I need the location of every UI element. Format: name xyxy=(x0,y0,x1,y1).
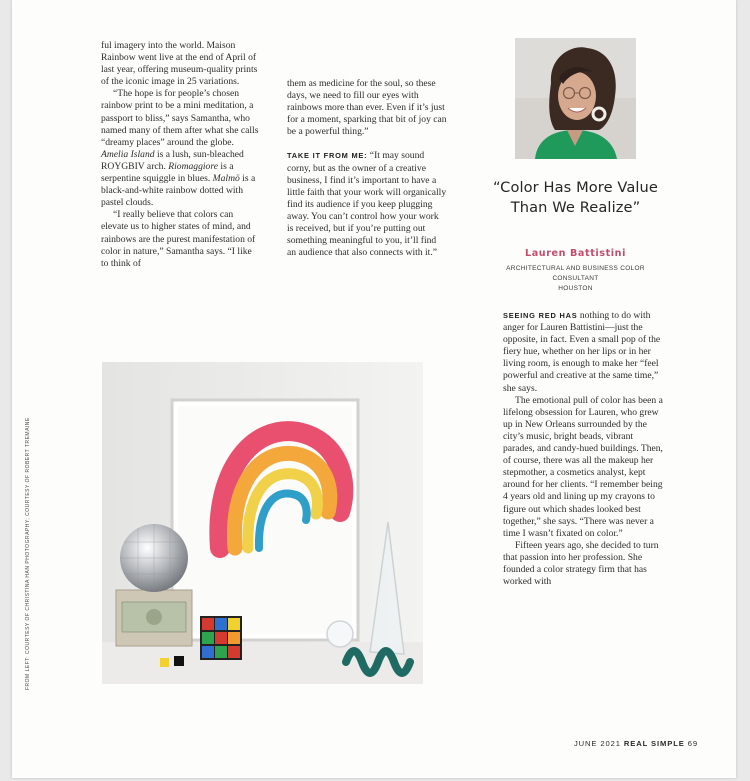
paragraph xyxy=(503,395,664,540)
folio-page-number: 69 xyxy=(687,739,698,748)
article-column-middle xyxy=(287,78,447,259)
byline-title: ARCHITECTURAL AND BUSINESS COLOR CONSULTANT xyxy=(506,265,645,282)
lead-in: SEEING RED HAS xyxy=(503,311,578,320)
text-run: “The hope is for people’s chosen rainbow print to be a mini meditation, a passport to bliss,” says Samantha, who named many of them after what she calls “dreamy places” around the globe. xyxy=(101,88,259,148)
text-run: “It may sound corny, but as the owner of a creative business, I find it’s important to have a little faith that your work will organically find its audience if you keep plugging away. You can’t control how your work is received, but if you’re putting out something meaningful to you, it’ll find an audience that also connects with it.” xyxy=(287,150,447,259)
article-column-left xyxy=(101,40,261,270)
paragraph xyxy=(101,40,261,88)
byline-name: Lauren Battistini xyxy=(525,248,626,259)
page-folio xyxy=(568,739,698,748)
photo-credit: FROM LEFT: COURTESY OF CHRISTINA HAN PHOTOGRAPHY; COURTESY OF ROBERT TREMAINE xyxy=(25,417,31,690)
paragraph xyxy=(503,310,664,395)
paragraph xyxy=(503,540,664,588)
text-run: ful imagery into the world. Maison Rainbow went live at the end of April of last year, offering museum-quality prints of the iconic image in 25 variations. xyxy=(101,40,258,88)
paragraph xyxy=(287,78,447,138)
paragraph xyxy=(101,209,261,269)
lead-in: TAKE IT FROM ME: xyxy=(287,151,368,161)
text-run: The emotional pull of color has been a lifelong obsession for Lauren, who grew up in New Orleans surrounded by the city’s music, bright beads, vibrant parades, and candy-hued buildings. Then, of course, there was all the makeup her stepmother, a cosmetics analyst, kept around for her clients. “I remember being 4 years old and lining up my crayons to figure out which shades looked best together,” she says. “There was never a time I wasn’t fixated on color.” xyxy=(503,394,663,539)
folio-date: JUNE 2021 xyxy=(573,739,621,748)
byline-city: HOUSTON xyxy=(558,285,593,292)
byline-role xyxy=(488,264,663,294)
folio-magazine: REAL SIMPLE xyxy=(623,739,685,748)
text-run: them as medicine for the soul, so these days, we need to fill our eyes with rainbows more than ever. Even if it’s just for a moment, sparking that bit of joy can be a powerful thing.” xyxy=(287,78,447,138)
rainbow-print-photo xyxy=(102,362,423,684)
text-run: Malmö xyxy=(212,173,240,185)
paragraph xyxy=(287,150,447,259)
text-run: is a lush, sun-bleached ROYGBIV arch. xyxy=(101,148,244,172)
article-column-right xyxy=(503,310,664,588)
portrait-photo xyxy=(515,38,636,159)
text-run: “I really believe that colors can elevate us to higher states of mind, and rainbows are the purest manifestation of color in nature,” Samantha says. “I like to think of xyxy=(101,209,256,269)
magazine-page xyxy=(12,0,736,778)
text-run: nothing to do with anger for Lauren Battistini—just the opposite, in fact. Even a small pop of the fiery hue, whether on her lips or in her living room, is enough to make her “feel powerful and creative at the same time,” she says. xyxy=(503,310,661,394)
text-run: Amelia Island xyxy=(101,148,155,160)
paragraph xyxy=(101,88,261,209)
text-run: Fifteen years ago, she decided to turn that passion into her profession. She founded a color strategy firm that has worked with xyxy=(503,539,659,588)
text-run: is a serpentine squiggle in blues. xyxy=(101,160,234,185)
text-run: is a black-and-white rainbow dotted with pastel clouds. xyxy=(101,173,256,209)
text-run: Riomaggiore xyxy=(168,160,218,172)
pull-quote: “Color Has More Value Than We Realize” xyxy=(493,179,658,216)
